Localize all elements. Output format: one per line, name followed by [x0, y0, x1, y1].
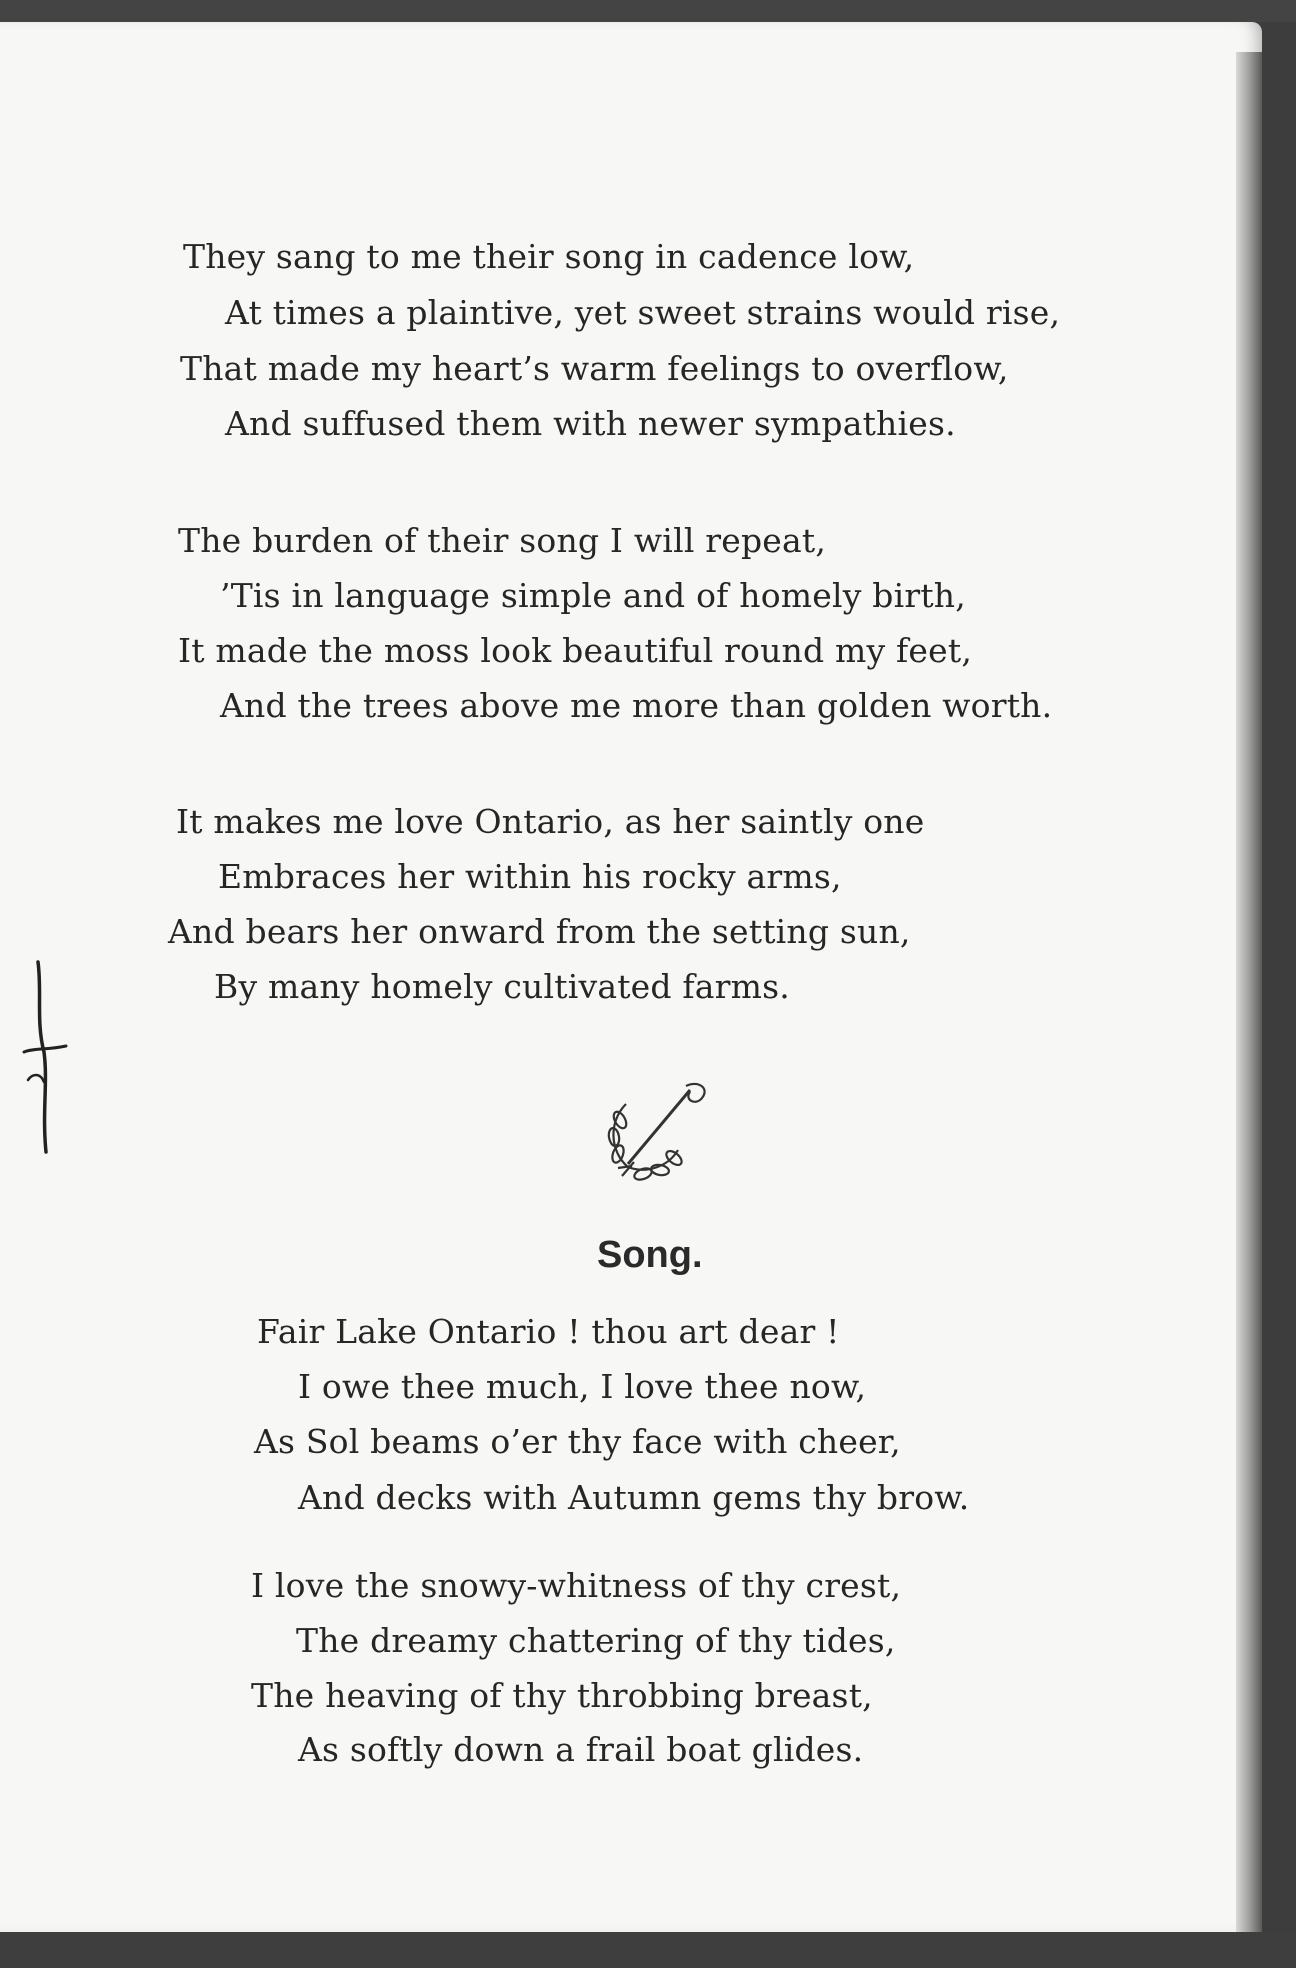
poem-line: By many homely cultivated farms.	[214, 967, 790, 1006]
poem-line: The heaving of thy throbbing breast,	[251, 1676, 873, 1715]
poem-line: As softly down a frail boat glides.	[298, 1730, 864, 1769]
poem-line: I love the snowy-whitness of thy crest,	[251, 1566, 902, 1605]
poem-line: And bears her onward from the setting sun,	[168, 912, 911, 951]
poem-line: It made the moss look beautiful round my feet,	[178, 631, 973, 670]
poem-line: At times a plaintive, yet sweet strains would rise,	[225, 293, 1061, 332]
poem-line: They sang to me their song in cadence low,	[183, 237, 915, 276]
scan-top-border	[0, 0, 1296, 22]
poem-line: That made my heart’s warm feelings to overflow,	[180, 349, 1009, 388]
wreath-ornament-icon	[598, 1082, 718, 1192]
handwritten-margin-mark	[14, 952, 74, 1172]
poem-line: And suffused them with newer sympathies.	[225, 404, 956, 443]
book-page	[0, 22, 1262, 1932]
poem-line: Embraces her within his rocky arms,	[218, 857, 842, 896]
poem-line: The burden of their song I will repeat,	[178, 521, 827, 560]
poem-line: It makes me love Ontario, as her saintly one	[176, 802, 925, 841]
poem-line: The dreamy chattering of thy tides,	[296, 1621, 896, 1660]
poem-line: As Sol beams o’er thy face with cheer,	[254, 1422, 901, 1461]
scan-bottom-border	[0, 1932, 1296, 1968]
poem-line: And decks with Autumn gems thy brow.	[298, 1478, 970, 1517]
poem-line: I owe thee much, I love thee now,	[298, 1367, 867, 1406]
poem-line: Fair Lake Ontario ! thou art dear !	[257, 1312, 840, 1351]
poem-line: And the trees above me more than golden worth.	[220, 686, 1053, 725]
page-edge	[1236, 52, 1262, 1952]
song-title: Song.	[597, 1234, 703, 1276]
poem-line: ’Tis in language simple and of homely birth,	[220, 576, 966, 615]
